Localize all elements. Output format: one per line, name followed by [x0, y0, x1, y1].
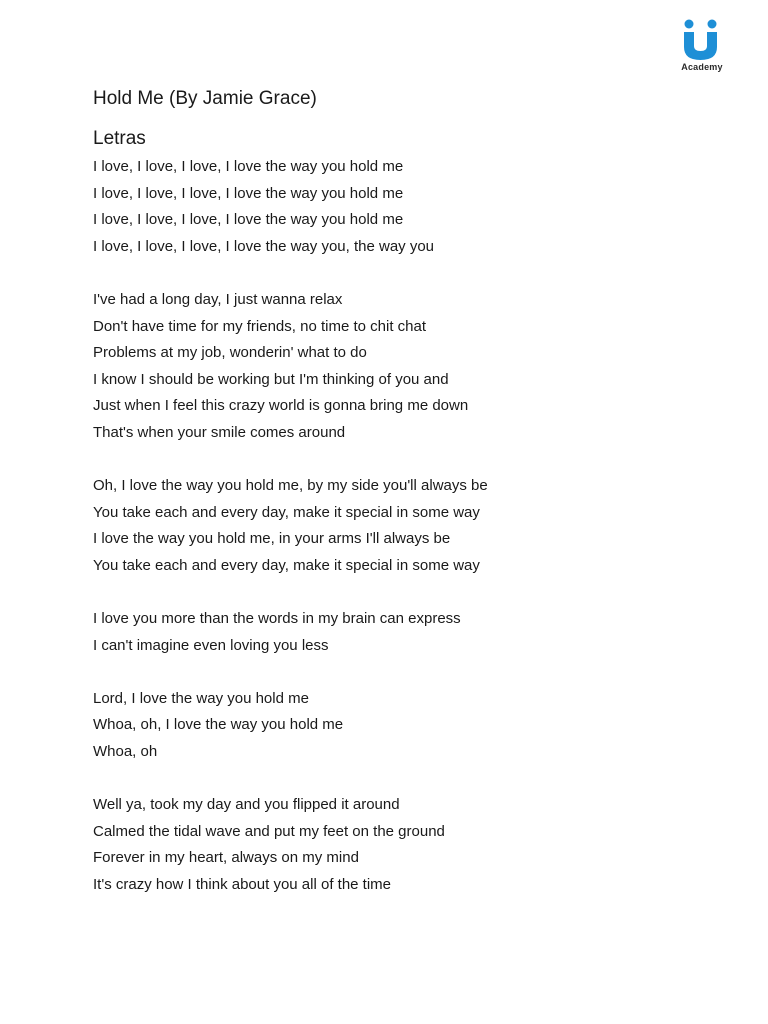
lyric-line: I love the way you hold me, in your arms I'll always be — [93, 530, 451, 548]
lyrics-body — [93, 154, 693, 899]
section-heading: Letras — [93, 128, 146, 149]
lyric-line: I love, I love, I love, I love the way you, the way you — [93, 237, 435, 255]
song-title: Hold Me (By Jamie Grace) — [93, 88, 317, 109]
lyric-line: I know I should be working but I'm thinking of you and — [93, 370, 449, 388]
lyric-line: Lord, I love the way you hold me — [93, 689, 309, 707]
lyric-line: I love you more than the words in my brain can express — [93, 610, 461, 628]
lyric-line: Well ya, took my day and you flipped it around — [93, 796, 400, 814]
lyrics-stanza — [93, 792, 693, 898]
lyric-line: You take each and every day, make it special in some way — [93, 556, 480, 574]
lyrics-stanza — [93, 154, 693, 260]
lyric-line: Whoa, oh — [93, 743, 158, 761]
lyric-line: Oh, I love the way you hold me, by my side you'll always be — [93, 477, 488, 495]
academy-logo — [676, 18, 728, 74]
lyric-line: I love, I love, I love, I love the way you hold me — [93, 158, 404, 175]
lyric-line: Just when I feel this crazy world is gonna bring me down — [93, 397, 469, 415]
lyrics-stanza — [93, 606, 693, 659]
lyric-line: You take each and every day, make it special in some way — [93, 503, 480, 521]
logo-text: Academy — [681, 62, 723, 72]
lyric-line: That's when your smile comes around — [93, 423, 346, 441]
lyrics-stanza — [93, 686, 693, 766]
lyric-line: I can't imagine even loving you less — [93, 636, 329, 654]
lyric-line: It's crazy how I think about you all of the time — [93, 876, 392, 894]
lyrics-stanza — [93, 473, 693, 579]
lyric-line: I love, I love, I love, I love the way you hold me — [93, 184, 404, 202]
lyric-line: Calmed the tidal wave and put my feet on the ground — [93, 822, 445, 840]
lyric-line: Don't have time for my friends, no time to chit chat — [93, 317, 427, 335]
lyric-line: Whoa, oh, I love the way you hold me — [93, 716, 344, 734]
lyric-line: Problems at my job, wonderin' what to do — [93, 344, 367, 362]
lyrics-stanza — [93, 287, 693, 447]
lyric-line: I love, I love, I love, I love the way you hold me — [93, 211, 404, 229]
lyrics-document — [93, 86, 693, 925]
logo-u-icon — [676, 18, 728, 62]
lyric-line: Forever in my heart, always on my mind — [93, 849, 359, 867]
lyric-line: I've had a long day, I just wanna relax — [93, 290, 343, 308]
